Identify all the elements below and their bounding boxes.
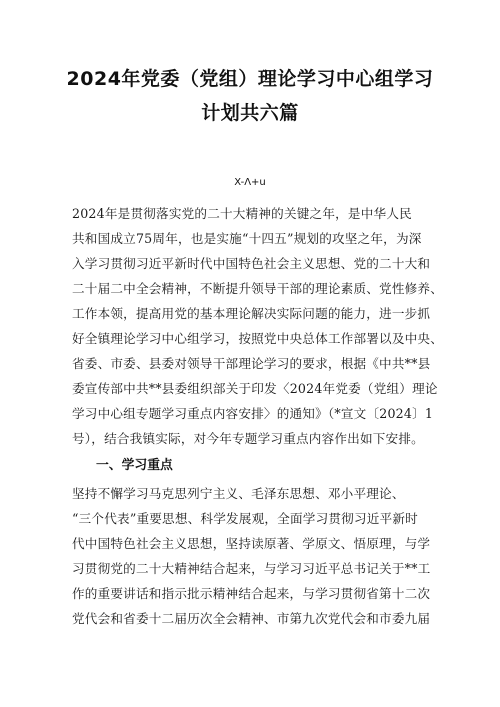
paragraph-1-line: 2024年是贯彻落实党的二十大精神的关键之年，是中华人民 (72, 206, 412, 221)
paragraph-1-line: 入学习贯彻习近平新时代中国特色社会主义思想、党的二十大和 (72, 256, 431, 271)
document-title-line-2: 计划共六篇 (201, 102, 299, 124)
paragraph-1-line: 工作本领，提高用党的基本理论解决实际问题的能力，进一步抓 (72, 306, 431, 321)
author-line: X-Λ+u (234, 177, 266, 188)
section-heading: 一、学习重点 (96, 458, 173, 473)
paragraph-2-line: 习贯彻党的二十大精神结合起来，与学习习近平总书记关于**工 (72, 561, 431, 576)
paragraph-1-line: 二十届二中全会精神，不断提升领导干部的理论素质、党性修养、 (72, 281, 444, 296)
paragraph-1-line: 好全镇理论学习中心组学习，按照党中央总体工作部署以及中央、 (72, 331, 444, 346)
paragraph-1-line: 号），结合我镇实际，对今年专题学习重点内容作出如下安排。 (72, 431, 424, 446)
paragraph-2-line: “三个代表”重要思想、科学发展观，全面学习贯彻习近平新时 (72, 511, 418, 526)
paragraph-1-line: 学习中心组专题学习重点内容安排〉的通知》（*宣文〔2024〕1 (72, 406, 434, 421)
paragraph-1-line: 共和国成立75周年，也是实施“十四五”规划的攻坚之年，为深 (72, 231, 422, 246)
paragraph-2-line: 坚持不懈学习马克思列宁主义、毛泽东思想、邓小平理论、 (72, 486, 405, 501)
paragraph-2-line: 党代会和省委十二届历次全会精神、市第九次党代会和市委九届 (72, 611, 431, 626)
document-title-line-1: 2024年党委（党组）理论学习中心组学习 (66, 68, 434, 90)
paragraph-1-line: 省委、市委、县委对领导干部理论学习的要求，根据《中共**县 (72, 356, 431, 371)
paragraph-2-line: 作的重要讲话和指示批示精神结合起来，与学习贯彻省第十二次 (72, 586, 431, 601)
paragraph-1-line: 委宣传部中共**县委组织部关于印发〈2024年党委（党组）理论 (72, 381, 438, 396)
paragraph-2-line: 代中国特色社会主义思想，坚持读原著、学原文、悟原理，与学 (72, 536, 431, 551)
